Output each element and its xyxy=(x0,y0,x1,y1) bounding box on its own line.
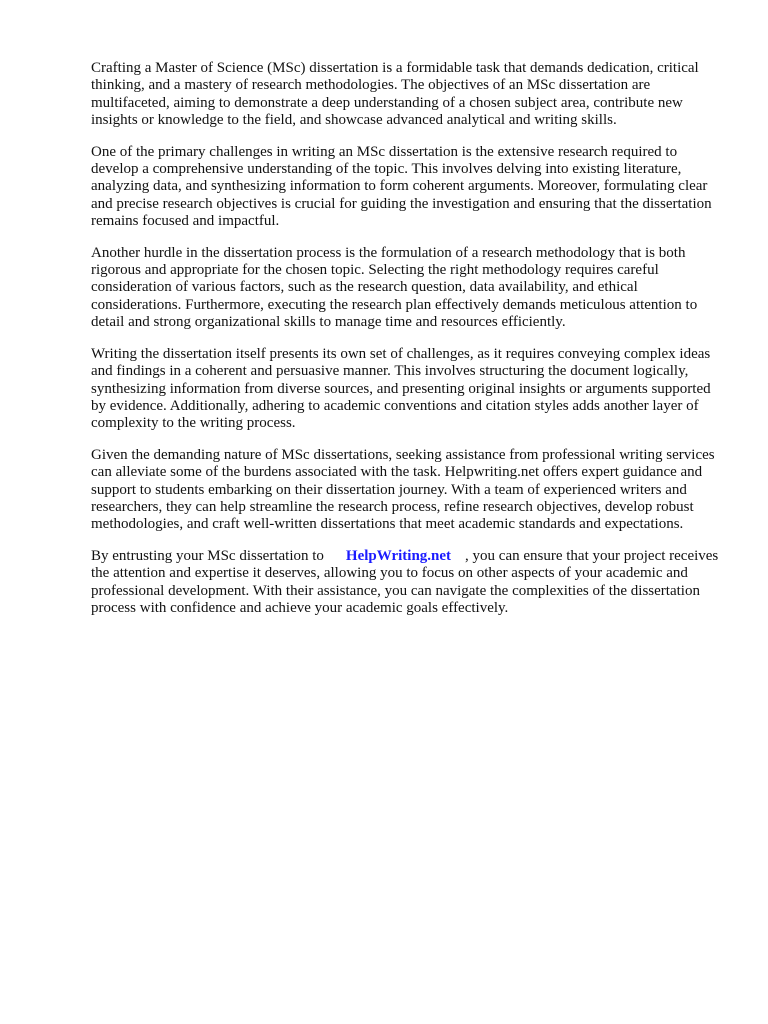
paragraph-writing-challenges: Writing the dissertation itself presents its own set of challenges, as it requires conveying complex ideas and findings in a coherent and persuasive manner. This involves structuring the document logically, synthesizing information from diverse sources, and presenting original insights or arguments supported by evidence. Additionally, adhering to academic conventions and citation styles adds another layer of complexity to the writing process. xyxy=(91,345,711,432)
document-body xyxy=(91,60,723,631)
conclusion-text-before-link: By entrusting your MSc dissertation to xyxy=(91,547,324,564)
helpwriting-link[interactable]: HelpWriting.net xyxy=(345,547,452,564)
paragraph-intro: Crafting a Master of Science (MSc) dissertation is a formidable task that demands dedication, critical thinking, and a mastery of research methodologies. The objectives of an MSc dissertation are multifaceted, aiming to demonstrate a deep understanding of a chosen subject area, contribute new insights or knowledge to the field, and showcase advanced analytical and writing skills. xyxy=(91,60,699,129)
paragraph-methodology: Another hurdle in the dissertation process is the formulation of a research methodology that is both rigorous and appropriate for the chosen topic. Selecting the right methodology requires careful consideration of various factors, such as the research question, data availability, and ethical considerations. Furthermore, executing the research plan effectively demands meticulous attention to detail and strong organizational skills to manage time and resources efficiently. xyxy=(91,244,698,331)
paragraph-assistance: Given the demanding nature of MSc dissertations, seeking assistance from professional writing services can alleviate some of the burdens associated with the task. Helpwriting.net offers expert guidance and support to students embarking on their dissertation journey. With a team of experienced writers and researchers, they can help streamline the research process, refine research objectives, develop robust methodologies, and craft well-written dissertations that meet academic standards and expectations. xyxy=(91,446,715,533)
conclusion-text-after-link: , you can ensure that your project receives the attention and expertise it deserves, allowing you to focus on other aspects of your academic and professional development. With their assistance, you can navigate the complexities of the dissertation process with confidence and achieve your academic goals effectively. xyxy=(91,547,719,616)
paragraph-conclusion xyxy=(91,548,723,618)
paragraph-research-challenges: One of the primary challenges in writing an MSc dissertation is the extensive research required to develop a comprehensive understanding of the topic. This involves delving into existing literature, analyzing data, and synthesizing information to form coherent arguments. Moreover, formulating clear and precise research objectives is crucial for guiding the investigation and ensuring that the dissertation remains focused and impactful. xyxy=(91,143,712,230)
